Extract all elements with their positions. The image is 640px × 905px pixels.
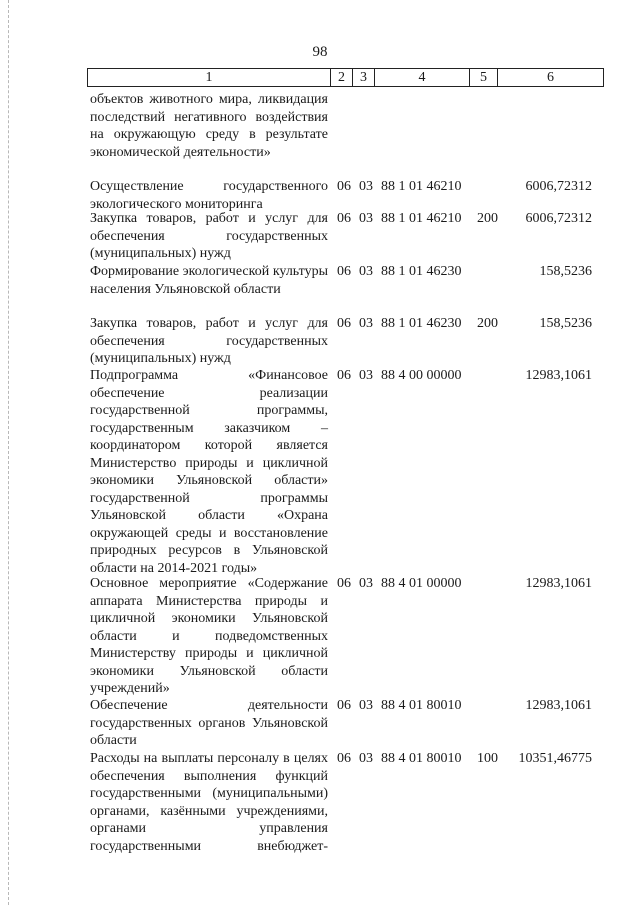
row-section: 06	[337, 316, 351, 331]
row-description: Закупка товаров, работ и услуг для обеспечения государственных (муниципальных) нужд	[90, 316, 328, 366]
row-section: 06	[337, 211, 351, 226]
row-amount: 158,5236	[539, 264, 592, 279]
row-target-code: 88 1 01 46230	[381, 264, 462, 279]
row-description: объектов животного мира, ликвидация последствий негативного воздействия на окружающую среду в результате экономической деятельности»	[90, 92, 328, 160]
row-amount: 6006,72312	[525, 211, 592, 226]
row-subsection: 03	[359, 211, 373, 226]
row-section: 06	[337, 698, 351, 713]
row-amount: 12983,1061	[525, 698, 592, 713]
scan-margin-line	[8, 0, 9, 905]
row-section: 06	[337, 179, 351, 194]
row-target-code: 88 4 01 80010	[381, 698, 462, 713]
row-expense-type: 100	[477, 751, 498, 766]
row-subsection: 03	[359, 751, 373, 766]
row-section: 06	[337, 576, 351, 591]
header-col-4: 4	[375, 69, 470, 86]
row-section: 06	[337, 264, 351, 279]
row-description: Осуществление государственного экологического мониторинга	[90, 179, 328, 212]
row-target-code: 88 1 01 46210	[381, 211, 462, 226]
row-description: Подпрограмма «Финансовое обеспечение реализации государственной программы, государственным заказчиком – координатором которой является Министерство природы и цикличной экономики Ульяновской области» государственной программы Ульяновской области «Охрана окружающей среды и восстановление природных ресурсов в Ульяновской области на 2014-2021 годы»	[90, 368, 328, 576]
row-amount: 12983,1061	[525, 576, 592, 591]
row-description: Закупка товаров, работ и услуг для обеспечения государственных (муниципальных) нужд	[90, 211, 328, 261]
row-subsection: 03	[359, 576, 373, 591]
row-section: 06	[337, 751, 351, 766]
row-target-code: 88 4 01 00000	[381, 576, 462, 591]
row-target-code: 88 1 01 46210	[381, 179, 462, 194]
row-target-code: 88 1 01 46230	[381, 316, 462, 331]
page-number: 98	[312, 44, 328, 60]
header-col-3: 3	[353, 69, 375, 86]
row-target-code: 88 4 01 80010	[381, 751, 462, 766]
row-section: 06	[337, 368, 351, 383]
row-subsection: 03	[359, 316, 373, 331]
row-subsection: 03	[359, 264, 373, 279]
row-expense-type: 200	[477, 211, 498, 226]
row-description: Формирование экологической культуры населения Ульяновской области	[90, 264, 328, 297]
table-header	[87, 68, 604, 87]
row-target-code: 88 4 00 00000	[381, 368, 462, 383]
row-amount: 10351,46775	[518, 751, 592, 766]
header-col-2: 2	[331, 69, 353, 86]
row-amount: 12983,1061	[525, 368, 592, 383]
row-amount: 6006,72312	[525, 179, 592, 194]
row-subsection: 03	[359, 368, 373, 383]
row-expense-type: 200	[477, 316, 498, 331]
row-description: Обеспечение деятельности государственных органов Ульяновской области	[90, 698, 328, 748]
row-subsection: 03	[359, 698, 373, 713]
header-col-1: 1	[88, 69, 331, 86]
row-subsection: 03	[359, 179, 373, 194]
row-description: Основное мероприятие «Содержание аппарата Министерства природы и цикличной экономики Ульяновской области и подведомственных Министерству природы и цикличной экономики Ульяновской области учреждений»	[90, 576, 328, 696]
header-col-5: 5	[470, 69, 498, 86]
row-description: Расходы на выплаты персоналу в целях обеспечения выполнения функций государственными (муниципальными) органами, казёнными учреждениями, органами управления государственными внебюджет-	[90, 751, 328, 854]
row-amount: 158,5236	[539, 316, 592, 331]
header-col-6: 6	[547, 70, 554, 85]
